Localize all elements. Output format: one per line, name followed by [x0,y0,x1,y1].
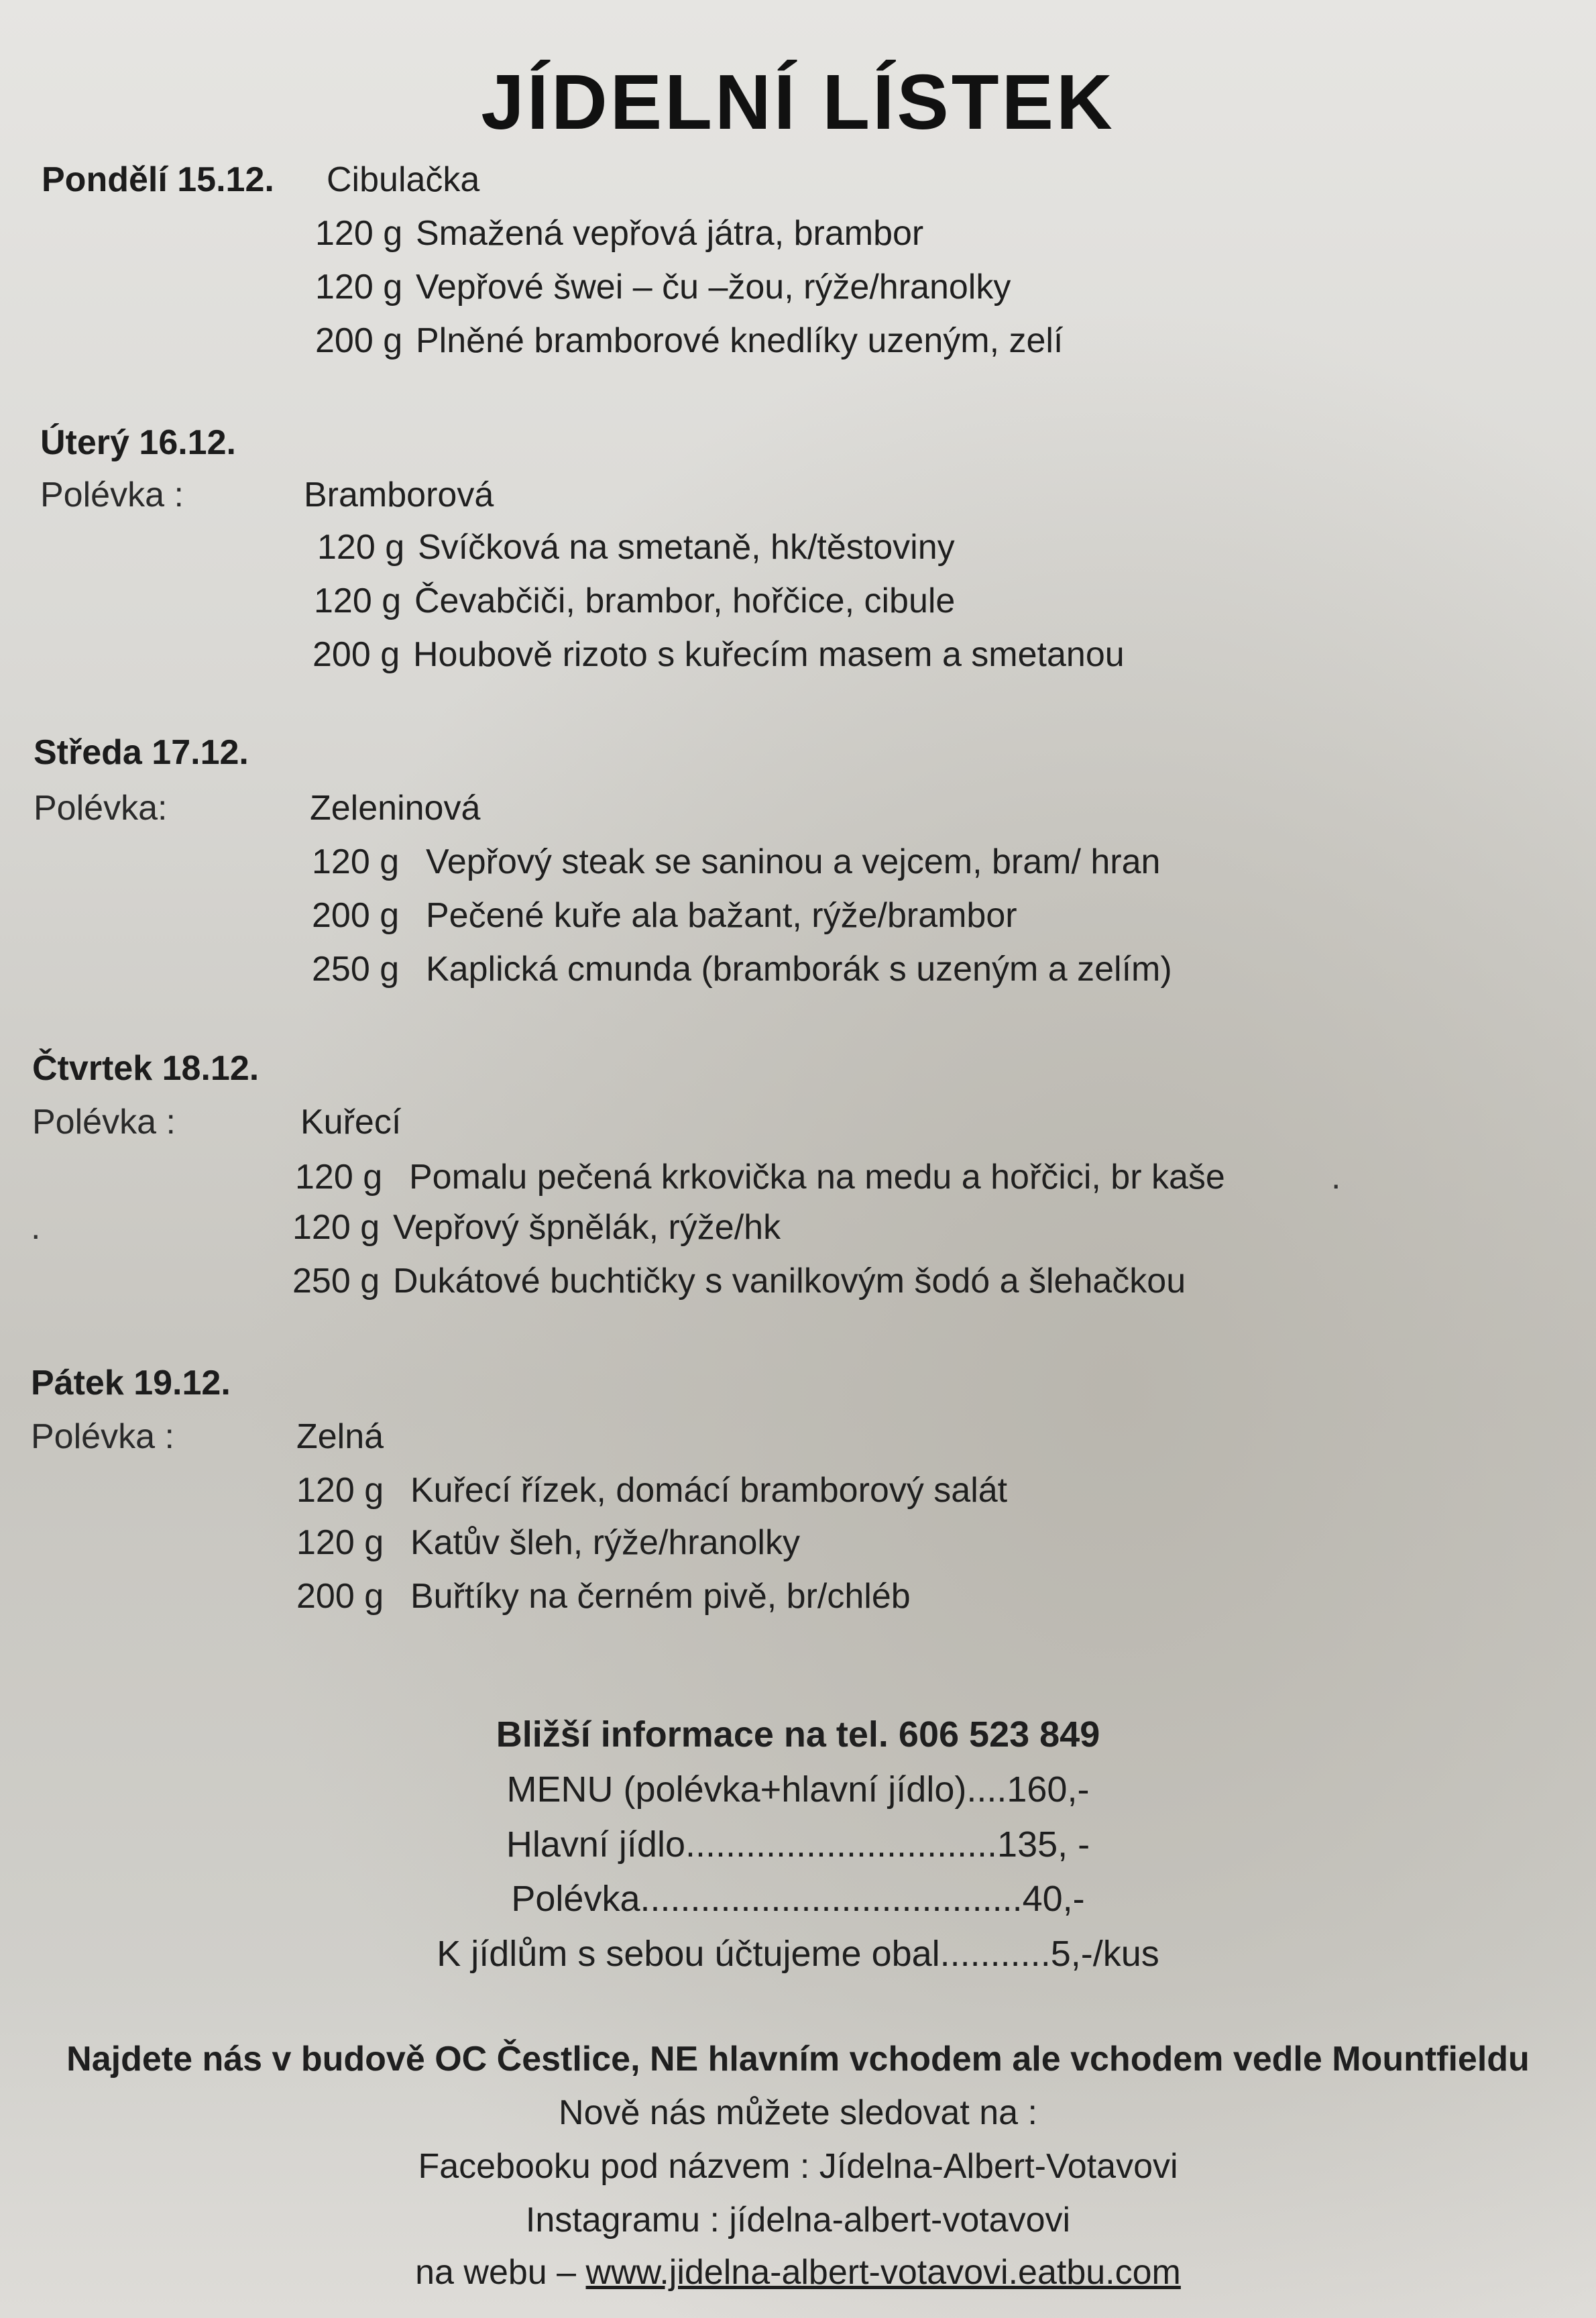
day-label-wednesday: Středa 17.12. [34,733,249,772]
dish-thursday-2: 120 g Vepřový špnělák, rýže/hk [292,1208,781,1247]
follow-info: Nově nás můžete sledovat na : [559,2093,1037,2132]
dish-friday-1: 120 g Kuřecí řízek, domácí bramborový salát [296,1471,1008,1510]
stray-dot: . [1331,1158,1341,1197]
soup-wednesday: Zeleninová [310,789,481,828]
day-label-friday: Pátek 19.12. [31,1364,231,1402]
web-info [0,2252,1596,2293]
instagram-info: Instagramu : jídelna-albert-votavovi [525,2201,1071,2240]
day-label-monday: Pondělí 15.12. [42,160,274,199]
soup-thursday: Kuřecí [300,1103,402,1142]
soup-tuesday: Bramborová [304,476,494,514]
phone-info: Bližší informace na tel. 606 523 849 [496,1714,1100,1755]
web-link[interactable]: www.jidelna-albert-votavovi.eatbu.com [585,2253,1181,2292]
location-info: Najdete nás v budově OC Čestlice, NE hlavním vchodem ale vchodem vedle Mountfieldu [66,2040,1530,2079]
price-takeaway: K jídlům s sebou účtujeme obal...........5,-/kus [437,1934,1159,1974]
page-title: JÍDELNÍ LÍSTEK [481,58,1115,146]
dish-wednesday-1: 120 g Vepřový steak se saninou a vejcem, bram/ hran [312,842,1161,881]
stray-dot: . [31,1208,41,1247]
facebook-info: Facebooku pod názvem : Jídelna-Albert-Votavovi [418,2147,1178,2186]
dish-wednesday-2: 200 g Pečené kuře ala bažant, rýže/brambor [312,896,1017,935]
day-label-tuesday: Úterý 16.12. [40,423,236,462]
dish-monday-3: 200 g Plněné bramborové knedlíky uzeným, zelí [315,321,1064,360]
dish-wednesday-3: 250 g Kaplická cmunda (bramborák s uzeným a zelím) [312,950,1172,989]
dish-thursday-3: 250 g Dukátové buchtičky s vanilkovým šodó a šlehačkou [292,1262,1186,1301]
dish-tuesday-2: 120 g Čevabčiči, brambor, hořčice, cibule [314,582,956,620]
soup-label-tuesday: Polévka : [40,476,184,514]
web-prefix: na webu – [415,2253,586,2292]
soup-friday: Zelná [296,1417,384,1456]
dish-tuesday-1: 120 g Svíčková na smetaně, hk/těstoviny [317,528,955,567]
soup-label-friday: Polévka : [31,1417,174,1456]
dish-friday-3: 200 g Buřtíky na černém pivě, br/chléb [296,1577,911,1616]
dish-friday-2: 120 g Katův šleh, rýže/hranolky [296,1523,800,1562]
soup-label-wednesday: Polévka: [34,789,168,828]
dish-monday-1: 120 g Smažená vepřová játra, brambor [315,214,924,253]
day-label-thursday: Čtvrtek 18.12. [32,1049,260,1088]
dish-monday-2: 120 g Vepřové šwei – ču –žou, rýže/hranolky [315,268,1011,307]
soup-monday: Cibulačka [327,160,480,199]
price-soup: Polévka......................................40,- [511,1879,1085,1919]
soup-label-thursday: Polévka : [32,1103,176,1142]
dish-thursday-1: 120 g Pomalu pečená krkovička na medu a hořčici, br kaše [295,1158,1225,1197]
dish-tuesday-3: 200 g Houbově rizoto s kuřecím masem a smetanou [312,635,1125,674]
price-menu: MENU (polévka+hlavní jídlo)....160,- [506,1769,1090,1810]
price-main: Hlavní jídlo...............................135, - [506,1824,1090,1865]
